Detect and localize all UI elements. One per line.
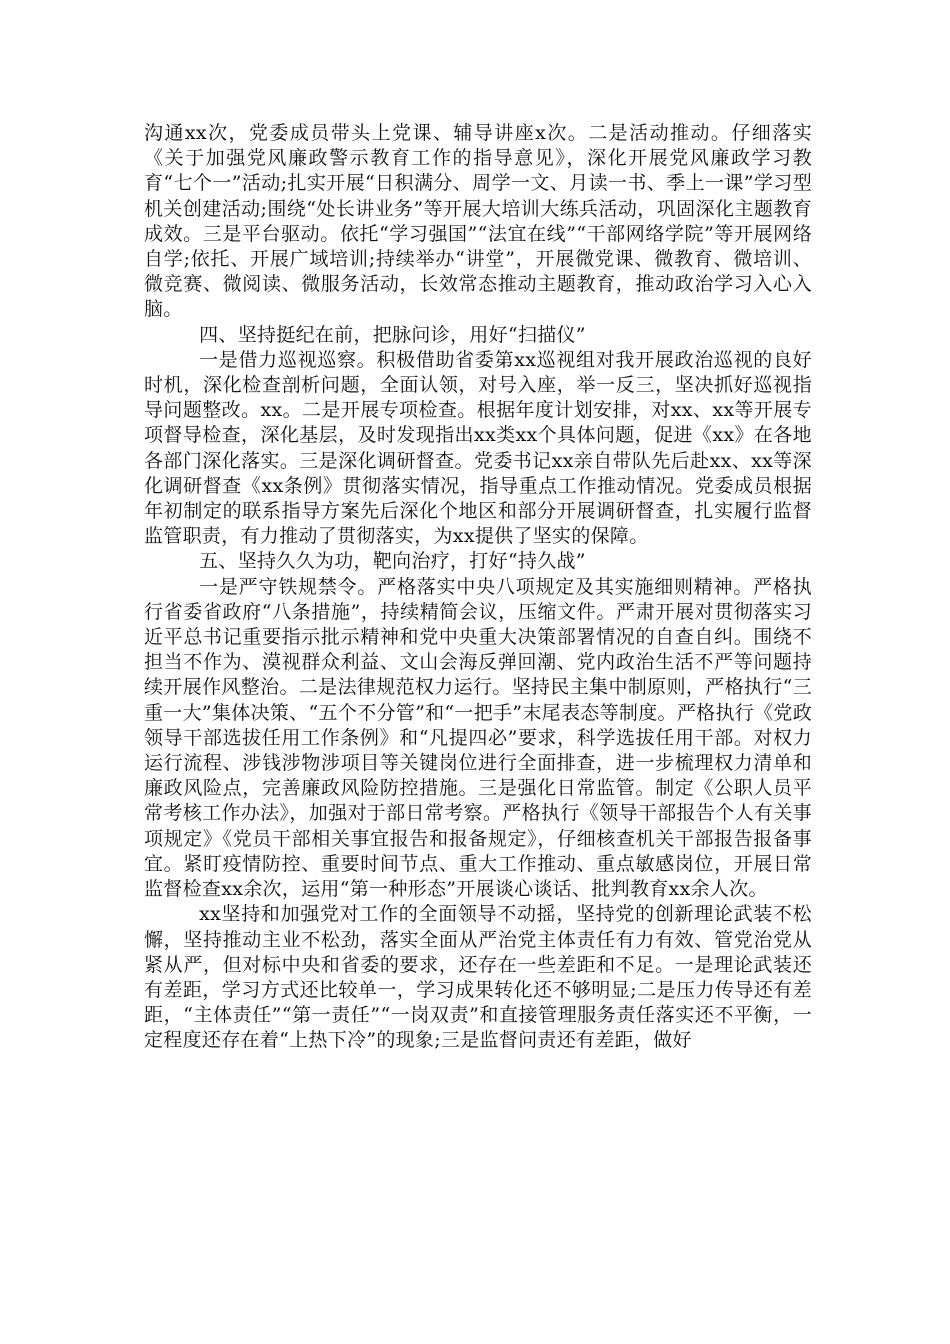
section-heading-four: 四、坚持挺纪在前，把脉问诊，用好“扫描仪” <box>199 323 586 346</box>
document-page <box>144 121 812 1054</box>
paragraph-inspection: 一是借力巡视巡察。积极借助省委第xx巡视组对我开展政治巡视的良好时机，深化检查剖析问题，全面认领，对号入座，举一反三，坚决抓好巡视指导问题整改。xx。二是开展专项检查。根据年度计划安排，对xx、xx等开展专项督导检查，深化基层，及时发现指出xx类xx个具体问题，促进《xx》在各地各部门深化落实。三是深化调研督查。党委书记xx亲自带队先后赴xx、xx等深化调研督查《xx条例》贯彻落实情况，指导重点工作推动情况。党委成员根据年初制定的联系指导方案先后深化个地区和部分开展调研督查，扎实履行监督监管职责，有力推动了贯彻落实，为xx提供了坚实的保障。 <box>144 348 812 548</box>
paragraph-activity-drive: 沟通xx次，党委成员带头上党课、辅导讲座x次。二是活动推动。仔细落实《关于加强党风廉政警示教育工作的指导意见》，深化开展党风廉政学习教育“七个一”活动;扎实开展“日积满分、周学一文、月读一书、季上一课”学习型机关创建活动;围绕“处长讲业务”等开展大培训大练兵活动，巩固深化主题教育成效。三是平台驱动。依托“学习强国”“法宜在线”“干部网络学院”等开展网络自学;依托、开展广域培训;持续举办“讲堂”，开展微党课、微教育、微培训、微竞赛、微阅读、微服务活动，长效常态推动主题教育，推动政治学习入心入脑。 <box>144 122 812 321</box>
paragraph-discipline: 一是严守铁规禁令。严格落实中央八项规定及其实施细则精神。严格执行省委省政府“八条措施”，持续精简会议，压缩文件。严肃开展对贯彻落实习近平总书记重要指示批示精神和党中央重大决策部署情况的自查自纠。围绕不担当不作为、漠视群众利益、文山会海反弹回潮、党内政治生活不严等问题持续开展作风整治。二是法律规范权力运行。坚持民主集中制原则，严格执行“三重一大”集体决策、“五个不分管”和“一把手”末尾表态等制度。严格执行《党政领导干部选拔任用工作条例》和“凡提四必”要求，科学选拔任用干部。对权力运行流程、涉钱涉物涉项目等关键岗位进行全面排查，进一步梳理权力清单和廉政风险点，完善廉政风险防控措施。三是强化日常监管。制定《公职人员平常考核工作办法》，加强对于部日常考察。严格执行《领导干部报告个人有关事项规定》《党员干部相关事宜报告和报备规定》，仔细核查机关干部报告报备事宜。紧盯疫情防控、重要时间节点、重大工作推动、重点敏感岗位，开展日常监督检查xx余次，运用“第一种形态”开展谈心谈话、批判教育xx余人次。 <box>144 575 812 901</box>
paragraph-shortcomings: xx坚持和加强党对工作的全面领导不动摇，坚持党的创新理论武装不松懈，坚持推动主业不松劲，落实全面从严治党主体责任有力有效、管党治党从紧从严，但对标中央和省委的要求，还存在一些差距和不足。一是理论武装还有差距，学习方式还比较单一，学习成果转化还不够明显;二是压力传导还有差距，“主体责任”“第一责任”“一岗双责”和直接管理服务责任落实还不平衡，一定程度还存在着“上热下冷”的现象;三是监督问责还有差距，做好 <box>144 903 812 1052</box>
section-heading-five: 五、坚持久久为功，靶向治疗，打好“持久战” <box>199 550 586 573</box>
